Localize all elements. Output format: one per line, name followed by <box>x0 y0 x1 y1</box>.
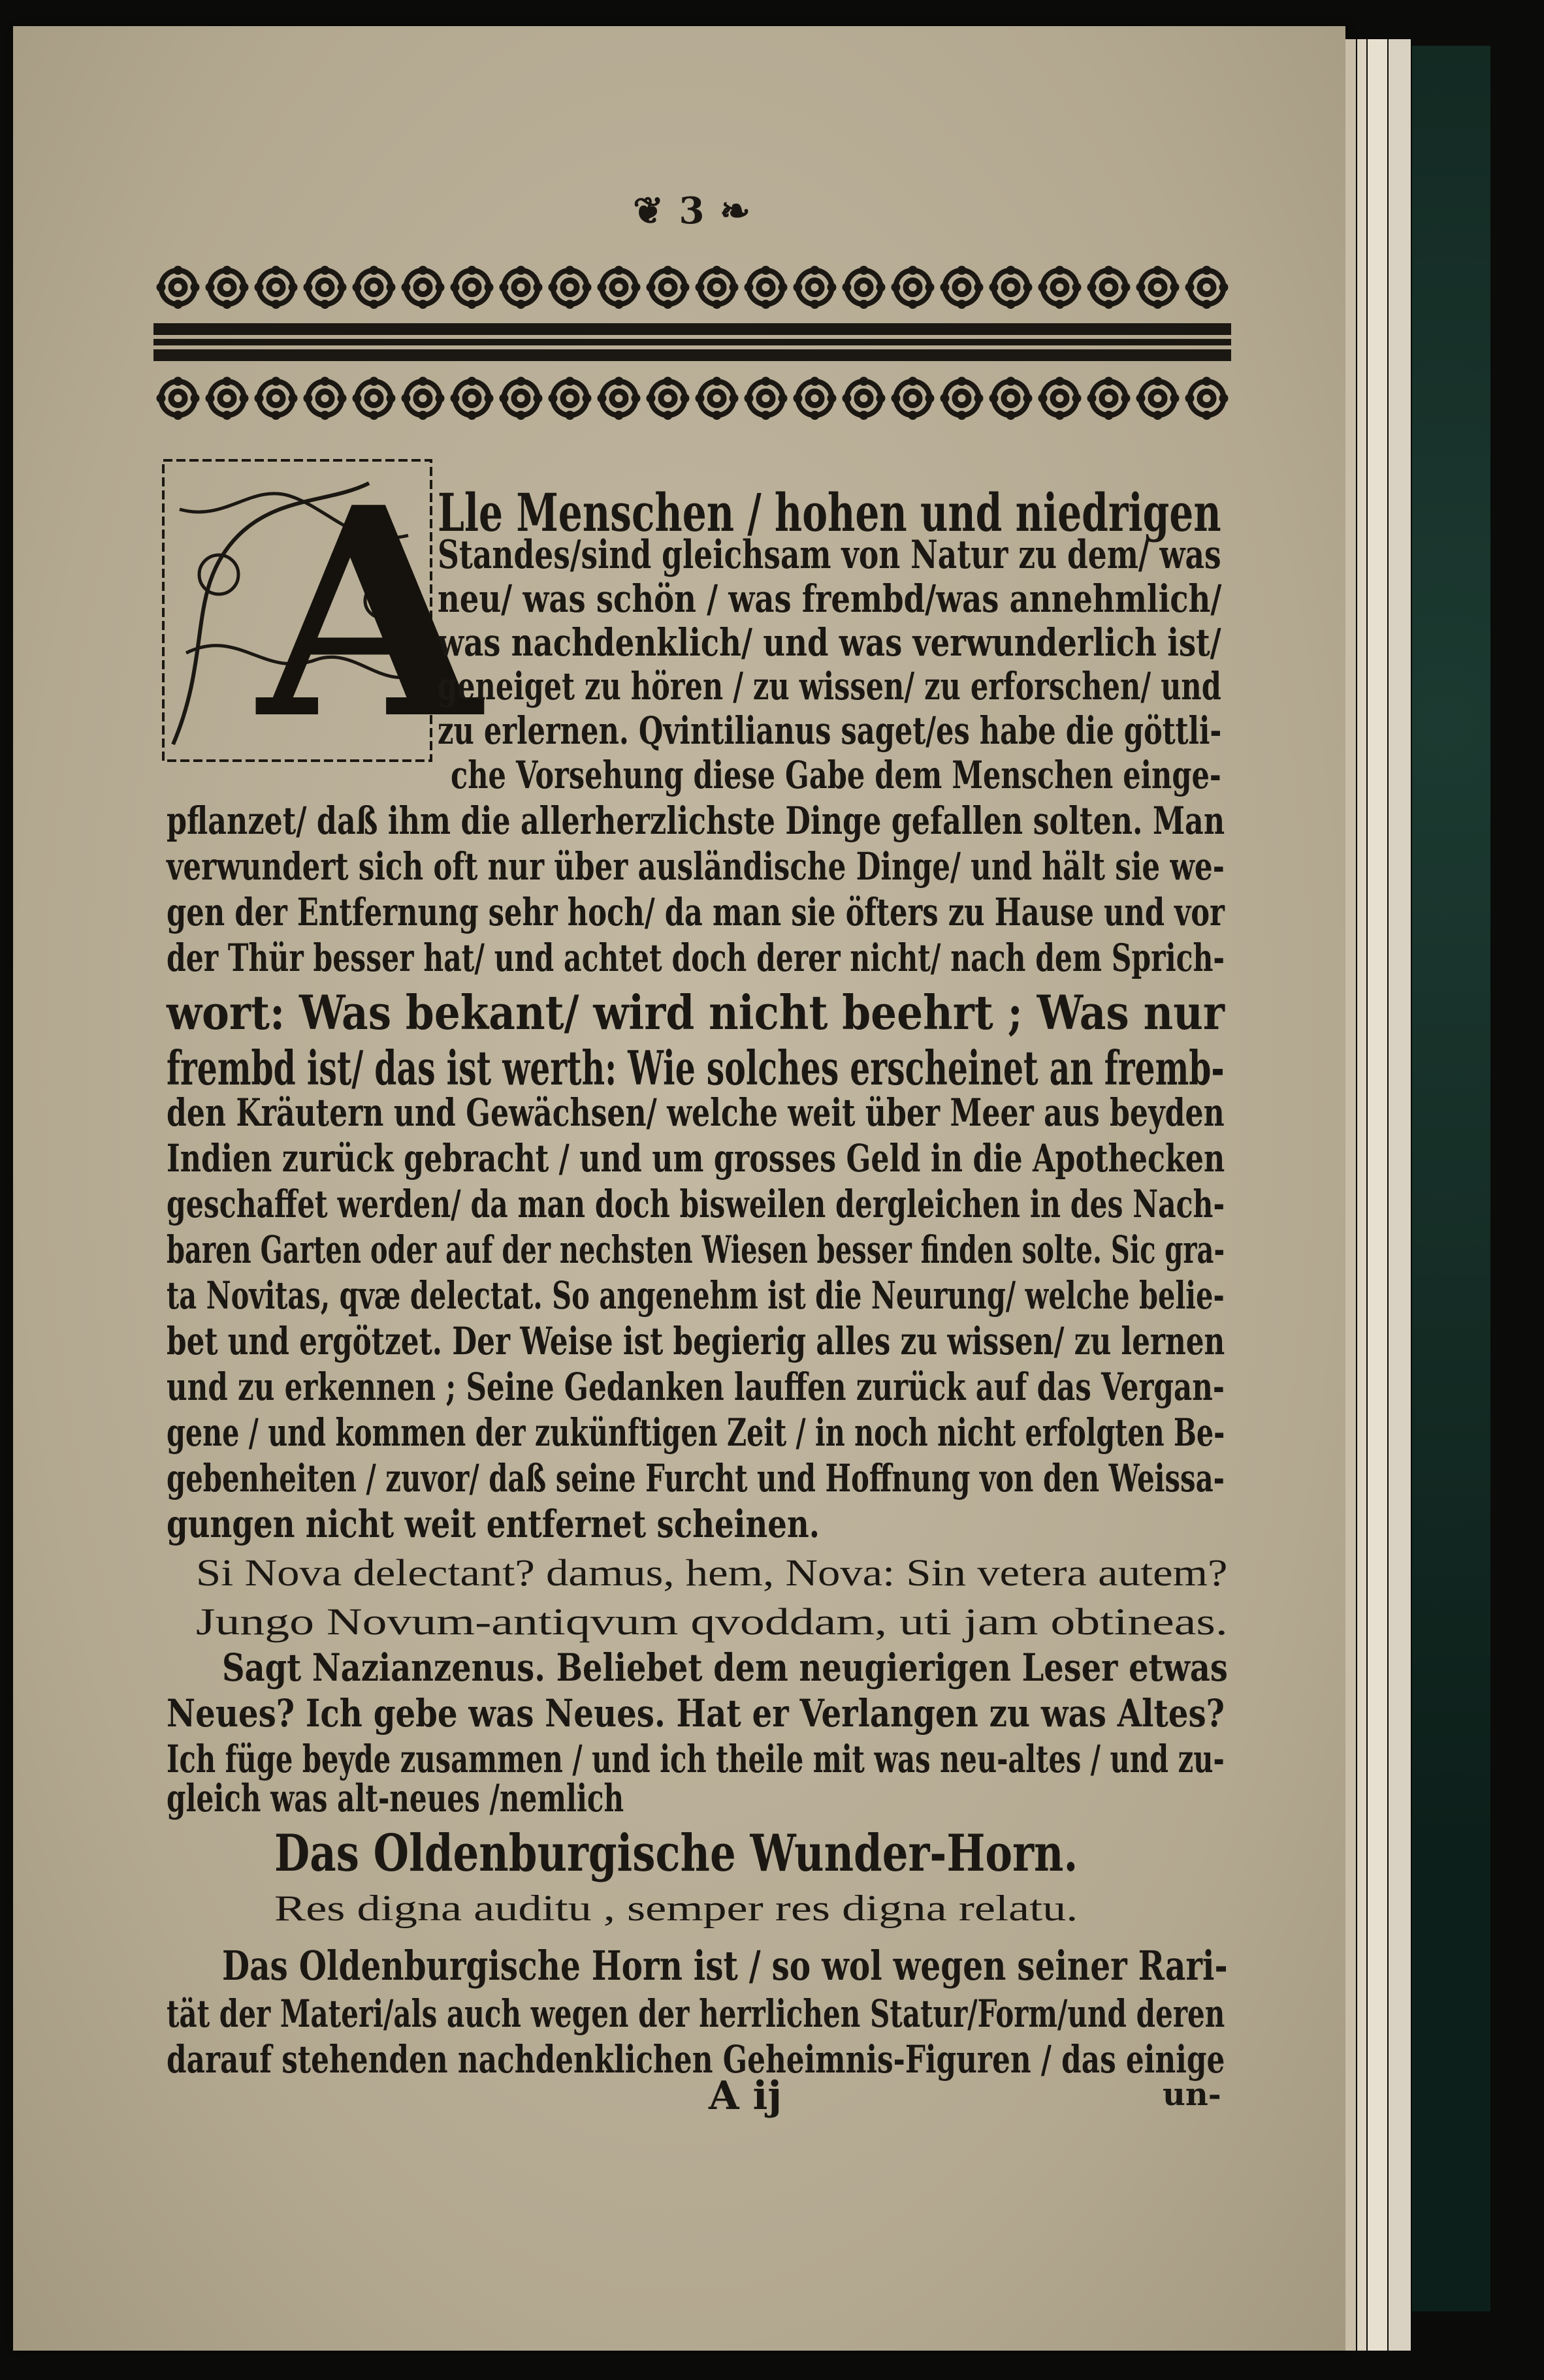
initial-letter: A <box>258 445 481 782</box>
rosette-ornament <box>304 266 347 309</box>
text-line: che Vorsehung diese Gabe dem Menschen einge- <box>451 753 1221 797</box>
catchword: un- <box>1163 2076 1221 2113</box>
rosette-ornament <box>647 377 690 420</box>
text-line: den Kräutern und Gewächsen/ welche weit über Meer aus beyden <box>167 1090 1225 1135</box>
text-line: gene / und kommen der zukünftigen Zeit / in noch nicht erfolgten Be- <box>167 1410 1225 1455</box>
text-line: gebenheiten / zuvor/ daß seine Furcht und Hoffnung von den Weissa- <box>167 1456 1225 1500</box>
rosette-ornament <box>1185 266 1229 309</box>
rosette-ornament <box>402 377 445 420</box>
text-line: Ich füge beyde zusammen / und ich theile mit was neu-altes / und zu- <box>167 1737 1225 1781</box>
fleuron-right-icon: ❧ <box>705 189 752 232</box>
text-line: tät der Materi/als auch wegen der herrlichen Statur/Form/und deren <box>167 1991 1225 2036</box>
rosette-ornament <box>598 266 641 309</box>
rosette-ornament <box>206 266 249 309</box>
text-line: gen der Entfernung sehr hoch/ da man sie öfters zu Hause und vor <box>167 890 1225 934</box>
rosette-ornament <box>500 377 543 420</box>
rosette-ornament <box>989 377 1033 420</box>
rosette-ornament <box>745 266 788 309</box>
text-line: darauf stehenden nachdenklichen Geheimnis-Figuren / das einige <box>167 2037 1225 2082</box>
decorated-initial <box>160 445 481 782</box>
rosette-ornament <box>843 377 886 420</box>
text-line: Res digna auditu , semper res digna relatu. <box>274 1888 1078 1929</box>
rosette-ornament <box>451 266 494 309</box>
rosette-ornament <box>451 377 494 420</box>
page-edge <box>1389 39 1411 2351</box>
rosette-ornament <box>794 266 837 309</box>
text-line: frembd ist/ das ist werth: Wie solches erscheinet an fremb- <box>167 1040 1225 1096</box>
rosette-ornament <box>696 377 739 420</box>
rosette-ornament <box>206 377 249 420</box>
text-line: gleich was alt-neues /nemlich <box>167 1776 624 1820</box>
text-line: der Thür besser hat/ und achtet doch derer nicht/ nach dem Sprich- <box>167 936 1225 980</box>
rosette-ornament <box>1038 377 1082 420</box>
rosette-ornament <box>402 266 445 309</box>
rosette-ornament <box>1087 377 1131 420</box>
text-line: Jungo Novum-antiqvum qvoddam, uti jam obtineas. <box>196 1600 1228 1643</box>
rosette-ornament <box>157 266 200 309</box>
text-line: wort: Was bekant/ wird nicht beehrt ; Was nur <box>167 985 1225 1040</box>
text-line: und zu erkennen ; Seine Gedanken lauffen zurück auf das Vergan- <box>167 1365 1225 1409</box>
text-line: ta Novitas, qvæ delectat. So angenehm ist die Neurung/ welche belie- <box>167 1273 1225 1318</box>
rosette-ornament <box>549 266 592 309</box>
text-line: Neues? Ich gebe was Neues. Hat er Verlangen zu was Altes? <box>167 1691 1225 1736</box>
rosette-ornament <box>1038 266 1082 309</box>
rosette-ornament <box>745 377 788 420</box>
rosette-ornament <box>157 377 200 420</box>
rosette-ornament <box>304 377 347 420</box>
signature-mark: A ij <box>709 2073 782 2119</box>
rosette-ornament <box>353 377 396 420</box>
text-line: geschaffet werden/ da man doch bisweilen dergleichen in des Nach- <box>167 1182 1225 1226</box>
text-line: zu erlernen. Qvintilianus saget/es habe die göttli- <box>438 708 1222 753</box>
page-number-value: 3 <box>679 189 706 232</box>
text-line: verwundert sich oft nur über ausländische Dinge/ und hält sie we- <box>167 844 1225 889</box>
rosette-ornament <box>1087 266 1131 309</box>
text-line: baren Garten oder auf der nechsten Wiesen besser finden solte. Sic gra- <box>167 1228 1225 1272</box>
rosette-ornament <box>892 377 935 420</box>
text-line: Standes/sind gleichsam von Natur zu dem/ was <box>438 532 1221 578</box>
rosette-ornament <box>1136 266 1180 309</box>
page-edge <box>1368 39 1387 2351</box>
rosette-ornament <box>255 266 298 309</box>
rosette-ornament <box>941 377 984 420</box>
text-line: gungen nicht weit entfernet scheinen. <box>167 1502 820 1546</box>
text-line: bet und ergötzet. Der Weise ist begierig alles zu wissen/ zu lernen <box>167 1319 1225 1363</box>
rosette-ornament <box>500 266 543 309</box>
text-line: was nachdenklich/ und was verwunderlich ist/ <box>438 620 1221 665</box>
rosette-ornament <box>892 266 935 309</box>
rosette-ornament <box>843 266 886 309</box>
text-line: Lle Menschen / hohen und niedrigen <box>438 482 1221 543</box>
book-cover <box>1412 46 1490 2311</box>
rosette-ornament <box>549 377 592 420</box>
text-line: neu/ was schön / was frembd/was annehmlich/ <box>438 577 1222 621</box>
fleuron-left-icon: ❦ <box>633 189 679 232</box>
rosette-ornament <box>1185 377 1229 420</box>
rosette-ornament <box>255 377 298 420</box>
page-number <box>575 189 810 232</box>
rosette-ornament <box>794 377 837 420</box>
text-line: geneiget zu hören / zu wissen/ zu erforschen/ und <box>438 664 1221 708</box>
rosette-ornament <box>696 266 739 309</box>
rosette-ornament <box>647 266 690 309</box>
text-line: Indien zurück gebracht / und um grosses Geld in die Apothecken <box>167 1136 1225 1181</box>
page-edge <box>1345 39 1356 2351</box>
text-line: pflanzet/ daß ihm die allerherzlichste Dinge gefallen solten. Man <box>167 799 1225 843</box>
rosette-ornament <box>989 266 1033 309</box>
rosette-ornament <box>598 377 641 420</box>
text-line: Sagt Nazianzenus. Beliebet dem neugierigen Leser etwas <box>222 1645 1228 1690</box>
text-line: Si Nova delectant? damus, hem, Nova: Sin vetera autem? <box>196 1551 1228 1594</box>
text-line: Das Oldenburgische Horn ist / so wol wegen seiner Rari- <box>222 1942 1228 1990</box>
rosette-ornament <box>1136 377 1180 420</box>
page-edge <box>1357 39 1366 2351</box>
rosette-ornament <box>941 266 984 309</box>
ornamental-headpiece <box>153 251 1231 441</box>
rosette-ornament <box>353 266 396 309</box>
text-line: Das Oldenburgische Wunder-Horn. <box>274 1824 1078 1883</box>
